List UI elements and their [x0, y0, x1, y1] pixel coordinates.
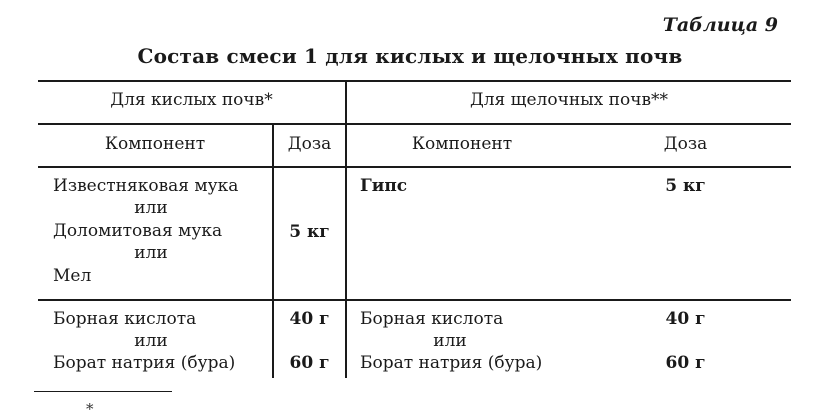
acid-dose-borax: 60 г: [289, 353, 330, 373]
main-vertical-divider: [345, 80, 347, 378]
footnote-fragment: *: [86, 400, 94, 418]
acid-component-header: Компонент: [104, 134, 206, 154]
acid-dose-divider: [272, 123, 274, 378]
acid-item-chalk: Мел: [53, 266, 92, 286]
alkaline-component-header: Компонент: [411, 134, 513, 154]
alkaline-dose-boric-acid: 40 г: [665, 309, 706, 329]
acid-item-borax: Борат натрия (бура): [53, 353, 236, 373]
acid-item-boric-acid: Борная кислота: [53, 309, 197, 329]
acid-item-dolomite: Доломитовая мука: [53, 221, 223, 241]
alkaline-dose-row1: 5 кг: [665, 176, 706, 196]
table-title: Состав смеси 1 для кислых и щелочных почв: [137, 44, 683, 68]
acid-item-or-1: или: [134, 198, 168, 218]
acid-soil-header: Для кислых почв*: [110, 90, 273, 110]
alkaline-item-boric-acid: Борная кислота: [360, 309, 504, 329]
alkaline-dose-header: Доза: [663, 134, 708, 154]
acid-dose-boric-acid: 40 г: [289, 309, 330, 329]
alkaline-item-gypsum: Гипс: [360, 176, 408, 196]
row-divider-rule: [38, 299, 791, 301]
alkaline-dose-borax: 60 г: [665, 353, 706, 373]
table-number-label: Таблица 9: [662, 14, 778, 36]
footnote-rule: [34, 391, 172, 392]
acid-dose-row1: 5 кг: [289, 222, 330, 242]
acid-item-or-2: или: [134, 243, 168, 263]
group-header-rule: [38, 123, 791, 125]
alkaline-item-or: или: [433, 331, 467, 351]
acid-item-or-3: или: [134, 331, 168, 351]
acid-dose-header: Доза: [287, 134, 332, 154]
alkaline-soil-header: Для щелочных почв**: [469, 90, 669, 110]
table-top-rule: [38, 80, 791, 82]
alkaline-item-borax: Борат натрия (бура): [360, 353, 543, 373]
column-header-rule: [38, 166, 791, 168]
acid-item-limestone: Известняковая мука: [53, 176, 239, 196]
